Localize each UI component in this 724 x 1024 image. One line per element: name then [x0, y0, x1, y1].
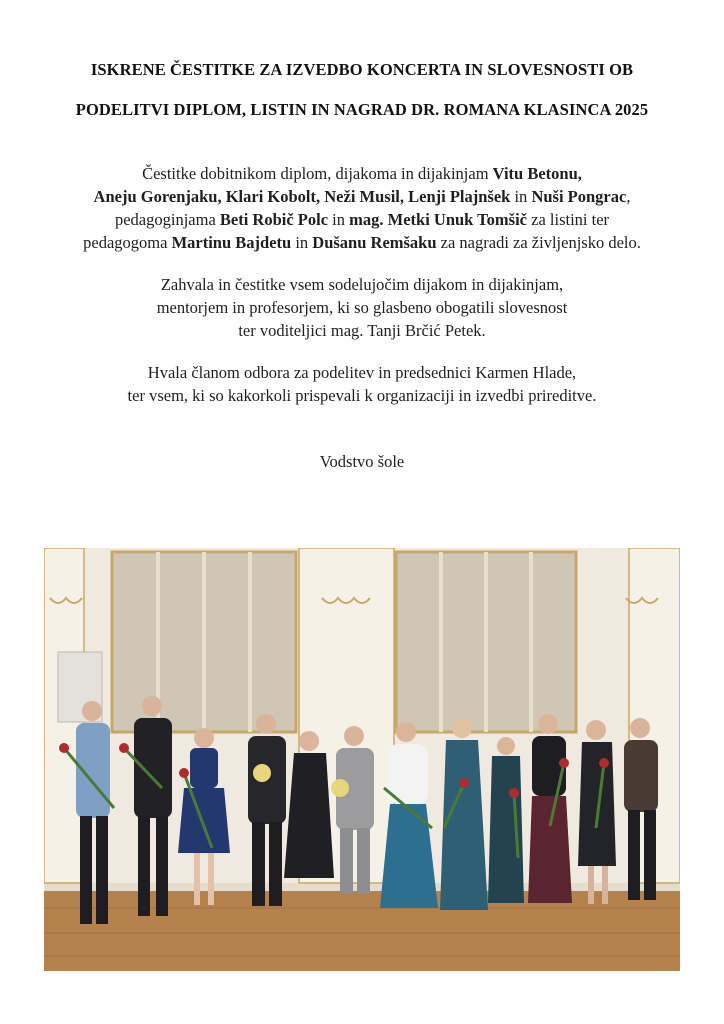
heading-line-2: PODELITVI DIPLOM, LISTIN IN NAGRAD DR. ROMANA KLASINCA 2025	[75, 100, 649, 119]
paragraph3-line-2: ter vsem, ki so kakorkoli prispevali k organizaciji in izvedbi prireditve.	[127, 386, 597, 405]
paragraph2-line-3: ter voditeljici mag. Tanji Brčić Petek.	[238, 321, 486, 340]
group-photo	[44, 548, 680, 971]
heading-line-1: ISKRENE ČESTITKE ZA IZVEDBO KONCERTA IN SLOVESNOSTI OB	[90, 60, 634, 79]
signature: Vodstvo šole	[319, 452, 405, 471]
name-vit-beton: Vitu Betonu,	[492, 164, 582, 183]
paragraph3-line-1: Hvala članom odbora za podelitev in predsednici Karmen Hlade,	[147, 363, 577, 382]
paragraph1-line-3: pedagoginjama Beti Robič Polc in mag. Metki Unuk Tomšič za listini ter	[114, 210, 610, 229]
paragraph2-line-1: Zahvala in čestitke vsem sodelujočim dijakom in dijakinjam,	[160, 275, 564, 294]
thanks-paragraph	[0, 273, 724, 342]
congratulations-paragraph	[0, 162, 724, 254]
paragraph1-line-4: pedagogoma Martinu Bajdetu in Dušanu Remšaku za nagradi za življenjsko delo.	[83, 233, 641, 252]
committee-thanks-paragraph	[0, 361, 724, 407]
paragraph1-line-1: Čestitke dobitnikom diplom, dijakoma in dijakinjam Vitu Betonu,	[142, 164, 582, 183]
group-photo-illustration	[44, 548, 680, 971]
paragraph1-line-2: Aneju Gorenjaku, Klari Kobolt, Neži Musil, Lenji Plajnšek in Nuši Pongrac,	[93, 187, 631, 206]
paragraph2-line-2: mentorjem in profesorjem, ki so glasbeno obogatili slovesnost	[156, 298, 568, 317]
